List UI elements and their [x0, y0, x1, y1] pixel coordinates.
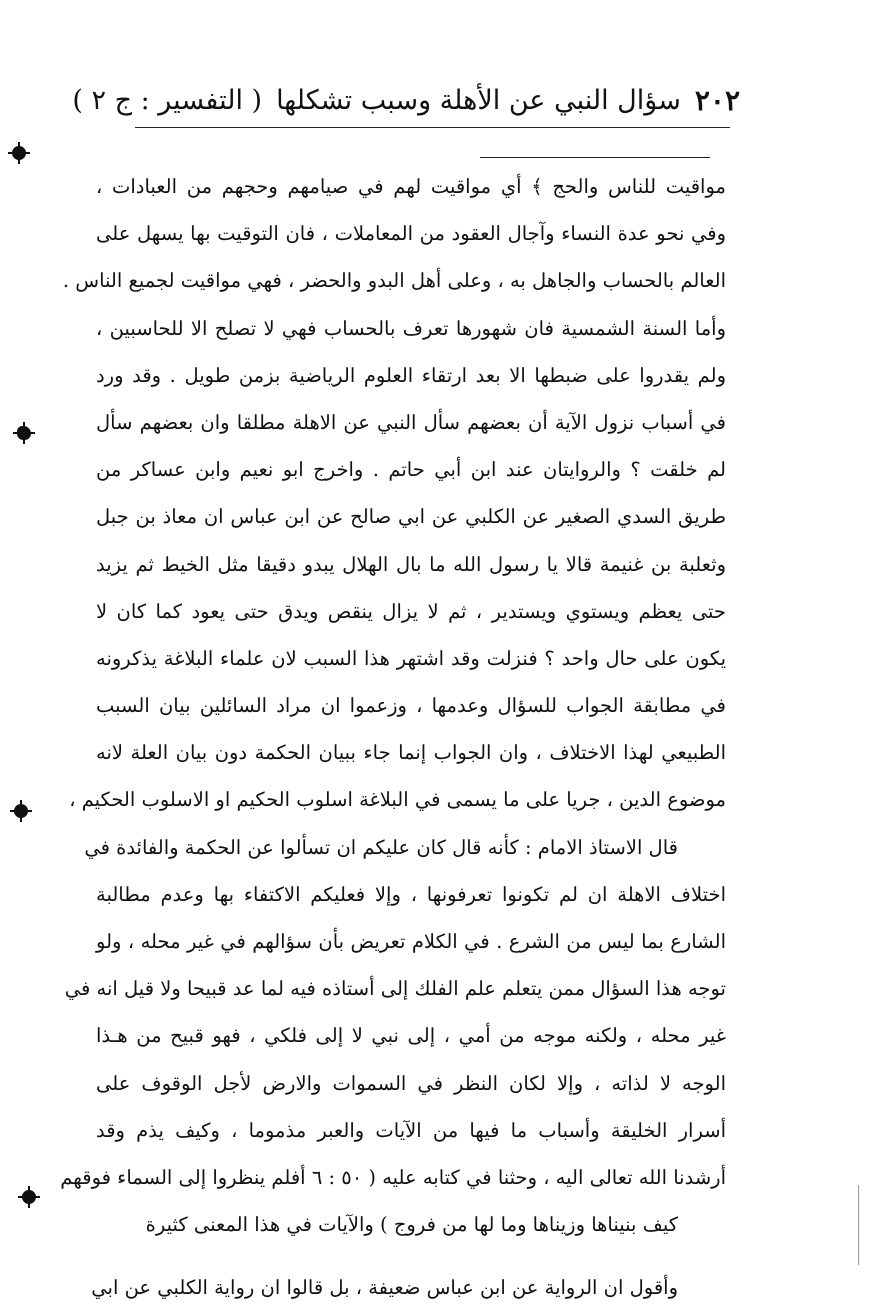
text-line: ولم يقدروا على ضبطها الا بعد ارتقاء العلوم الرياضية بزمن طويل . وقد ورد	[96, 363, 726, 387]
volume-label: ( التفسير : ج ٢ )	[72, 84, 263, 116]
text-line: في مطابقة الجواب للسؤال وعدمها ، وزعموا ان مراد السائلين بيان السبب	[96, 694, 726, 718]
text-line: اختلاف الاهلة ان لم تكونوا تعرفونها ، وإلا فعليكم الاكتفاء بها وعدم مطالبة	[96, 882, 726, 906]
text-line: غير محله ، ولكنه موجه من أمي ، إلى نبي لا إلى فلكي ، فهو قبيح من هـذا	[96, 1024, 726, 1048]
page-number: ٢٠٢	[694, 83, 740, 117]
ink-blot	[14, 804, 28, 818]
chapter-title: سؤال النبي عن الأهلة وسبب تشكلها	[276, 84, 681, 116]
section-rule	[480, 157, 710, 158]
scan-edge-mark	[858, 1185, 859, 1265]
header-rule	[135, 127, 730, 128]
text-line: حتى يعظم ويستوي ويستدير ، ثم لا يزال ينقص ويدق حتى يعود كما كان لا	[96, 599, 726, 623]
text-line: وثعلبة بن غنيمة قالا يا رسول الله ما بال الهلال يبدو دقيقا مثل الخيط ثم يزيد	[96, 552, 726, 576]
paragraph-gap	[96, 1248, 726, 1264]
text-line: توجه هذا السؤال ممن يتعلم علم الفلك إلى أستاذه فيه لما عد قبيحا ولا قيل انه في	[64, 977, 726, 1001]
text-line: أسرار الخليقة وأسباب ما فيها من الآيات والعبر مذموما ، وكيف يذم وقد	[96, 1118, 726, 1142]
text-line: وأما السنة الشمسية فان شهورها تعرف بالحساب فهي لا تصلح الا للحاسبين ،	[96, 316, 726, 340]
ink-blot	[22, 1190, 36, 1204]
text-line: أرشدنا الله تعالى اليه ، وحثنا في كتابه عليه ( ٥٠ : ٦ أفلم ينظروا إلى السماء فوقهم	[60, 1165, 726, 1189]
text-line: العالم بالحساب والجاهل به ، وعلى أهل البدو والحضر ، فهي مواقيت لجميع الناس .	[62, 269, 726, 293]
text-line: مواقيت للناس والحج ﴾ أي مواقيت لهم في صيامهم وحجهم من العبادات ،	[96, 175, 726, 198]
text-line: طريق السدي الصغير عن الكلبي عن ابي صالح عن ابن عباس ان معاذ بن جبل	[96, 505, 726, 529]
text-line: كيف بنيناها وزيناها وما لها من فروج ) والآيات في هذا المعنى كثيرة	[145, 1213, 678, 1237]
text-line: لم خلقت ؟ والروايتان عند ابن أبي حاتم . واخرج ابو نعيم وابن عساكر من	[96, 458, 726, 482]
text-line: الطبيعي لهذا الاختلاف ، وان الجواب إنما جاء ببيان الحكمة دون بيان العلة لانه	[96, 741, 726, 765]
running-header	[72, 78, 740, 122]
ink-blot	[17, 426, 31, 440]
text-line: موضوع الدين ، جريا على ما يسمى في البلاغة اسلوب الحكيم او الاسلوب الحكيم ،	[69, 788, 726, 812]
body-text	[60, 163, 726, 1312]
ink-blot	[12, 146, 26, 160]
text-line: في أسباب نزول الآية أن بعضهم سأل النبي عن الاهلة مطلقا وان بعضهم سأل	[96, 410, 726, 434]
text-line: الوجه لا لذاته ، وإلا لكان النظر في السموات والارض لأجل الوقوف على	[96, 1071, 726, 1095]
text-line: وفي نحو عدة النساء وآجال العقود من المعاملات ، فان التوقيت بها يسهل على	[96, 222, 726, 246]
text-line: قال الاستاذ الامام : كأنه قال كان عليكم ان تسألوا عن الحكمة والفائدة في	[84, 835, 678, 859]
text-line: الشارع بما ليس من الشرع . في الكلام تعريض بأن سؤالهم في غير محله ، ولو	[96, 930, 726, 953]
text-line: يكون على حال واحد ؟ فنزلت وقد اشتهر هذا السبب لان علماء البلاغة يذكرونه	[96, 646, 726, 670]
text-line: وأقول ان الرواية عن ابن عباس ضعيفة ، بل قالوا ان رواية الكلبي عن ابي	[91, 1276, 678, 1300]
